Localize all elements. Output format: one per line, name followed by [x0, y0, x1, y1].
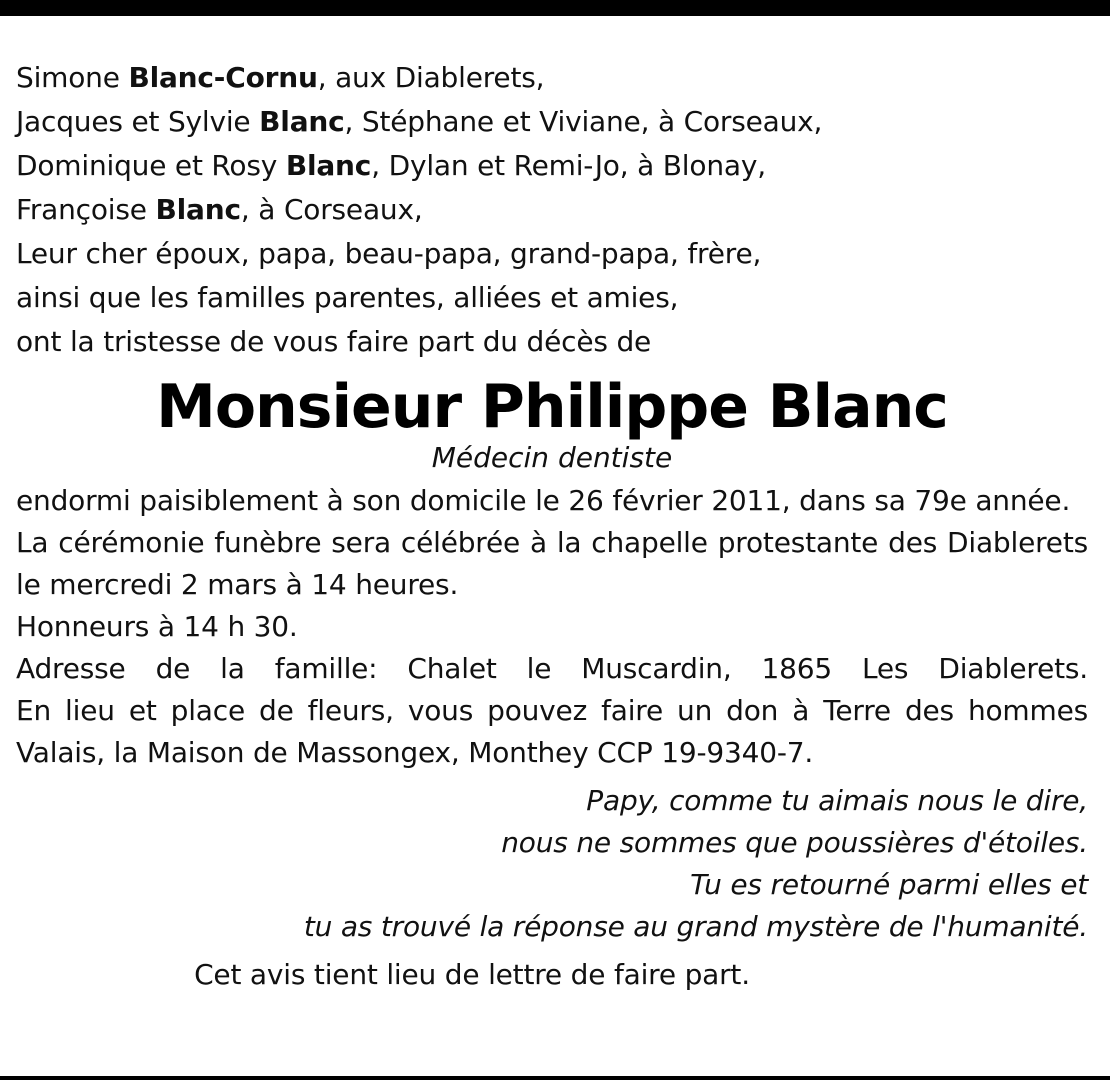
top-border-rule [0, 0, 1110, 16]
family-line [16, 188, 1088, 232]
family-line-text: Dominique et Rosy [16, 149, 286, 182]
family-line-text: Françoise [16, 193, 156, 226]
poem-line: tu as trouvé la réponse au grand mystère de l'humanité. [303, 910, 1088, 943]
poem-line: nous ne sommes que poussières d'étoiles. [501, 826, 1088, 859]
poem-line: Papy, comme tu aimais nous le dire, [586, 784, 1088, 817]
ceremony-paragraph: La cérémonie funèbre sera célébrée à la chapelle protestante des Diablerets le mercredi 2 mars à 14 heures. [16, 526, 1088, 601]
intro-line: Leur cher époux, papa, beau-papa, grand-papa, frère, [16, 237, 762, 270]
bottom-border-rule [0, 1076, 1110, 1080]
family-surname: Blanc-Cornu [128, 61, 318, 94]
family-line [16, 144, 1088, 188]
closing-note: Cet avis tient lieu de lettre de faire part. [194, 958, 750, 991]
family-surname: Blanc [285, 149, 372, 182]
honours-paragraph: Honneurs à 14 h 30. [16, 610, 298, 643]
intro-line: ainsi que les familles parentes, alliées et amies, [16, 281, 679, 314]
death-details-paragraph: endormi paisiblement à son domicile le 26 février 2011, dans sa 79e année. [16, 484, 1071, 517]
notice-body [16, 480, 1088, 774]
deceased-profession: Médecin dentiste [431, 441, 673, 474]
poem-line: Tu es retourné parmi elles et [690, 868, 1088, 901]
donation-paragraph: En lieu et place de fleurs, vous pouvez faire un don à Terre des hommes Valais, la Maison de Massongex, Monthey CCP 19-9340-7. [16, 694, 1088, 769]
intro-line: ont la tristesse de vous faire part du décès de [16, 325, 652, 358]
family-line-text: , Dylan et Remi-Jo, à Blonay, [371, 149, 766, 182]
family-line-text: , à Corseaux, [240, 193, 423, 226]
family-address-paragraph: Adresse de la famille: Chalet le Muscardin, 1865 Les Diablerets. [16, 652, 1088, 685]
family-line-text: Simone [16, 61, 129, 94]
family-line [16, 56, 1088, 100]
family-line-text: Jacques et Sylvie [16, 105, 260, 138]
family-announcement [16, 56, 1088, 364]
family-surname: Blanc [155, 193, 241, 226]
deceased-name: Monsieur Philippe Blanc [156, 372, 948, 442]
family-line-text: , aux Diablerets, [317, 61, 545, 94]
obituary-notice [16, 56, 1088, 996]
poem-quote [16, 780, 1088, 948]
family-line [16, 100, 1088, 144]
family-line-text: , Stéphane et Viviane, à Corseaux, [344, 105, 823, 138]
family-surname: Blanc [259, 105, 345, 138]
